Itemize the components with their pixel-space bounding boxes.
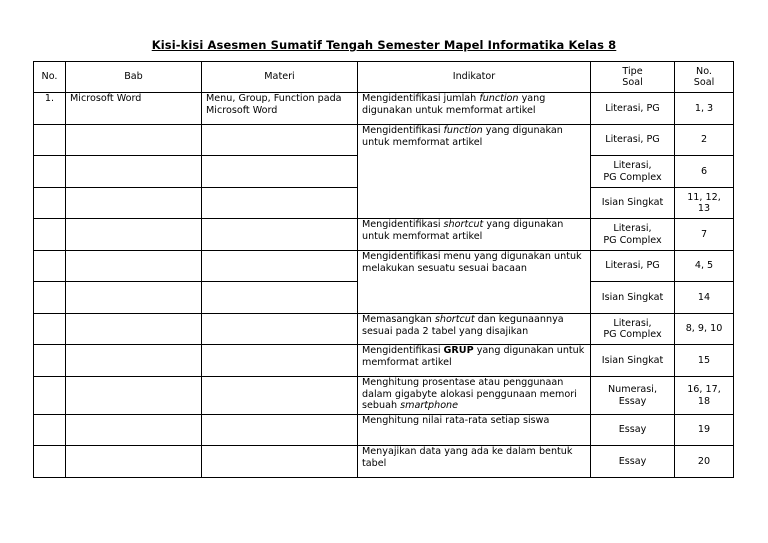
document-title: Kisi-kisi Asesmen Sumatif Tengah Semester Mapel Informatika Kelas 8	[151, 38, 617, 52]
cell-tipe-soal	[591, 377, 675, 415]
cell-no	[34, 415, 66, 446]
tipe-soal-line: PG Complex	[603, 234, 662, 246]
no-soal-line: 16, 17,	[687, 384, 721, 395]
cell-indikator	[358, 377, 591, 415]
tipe-soal-line: Essay	[618, 395, 647, 407]
cell-indikator	[358, 93, 591, 125]
tipe-soal-line: PG Complex	[603, 171, 662, 183]
cell-materi	[202, 282, 358, 314]
cell-no	[34, 251, 66, 282]
table-row	[34, 314, 734, 345]
cell-no	[34, 377, 66, 415]
cell-no	[34, 188, 66, 219]
cell-tipe-soal: Literasi, PG	[591, 125, 675, 156]
cell-bab	[66, 314, 202, 345]
cell-no-soal	[675, 377, 734, 415]
cell-no	[34, 125, 66, 156]
cell-no-soal: 14	[675, 282, 734, 314]
indikator-text: Mengidentifikasi jumlah	[362, 93, 480, 104]
cell-no-soal	[675, 188, 734, 219]
tipe-soal-line: Literasi,	[613, 160, 652, 171]
cell-indikator	[358, 314, 591, 345]
cell-tipe-soal: Essay	[591, 446, 675, 478]
indikator-text: yang digunakan untuk memformat artikel	[362, 219, 564, 242]
cell-materi	[202, 251, 358, 282]
cell-tipe-soal: Isian Singkat	[591, 282, 675, 314]
header-bab: Bab	[66, 62, 202, 93]
cell-no-soal: 19	[675, 415, 734, 446]
tipe-soal-line: PG Complex	[603, 329, 662, 340]
cell-bab	[66, 282, 202, 314]
kisi-kisi-table	[33, 61, 734, 478]
indikator-emphasis: GRUP	[443, 345, 474, 356]
cell-no-soal: 1, 3	[675, 93, 734, 125]
cell-no	[34, 345, 66, 377]
cell-no-soal: 6	[675, 156, 734, 188]
no-soal-line: 11, 12,	[687, 191, 721, 203]
cell-no	[34, 446, 66, 478]
cell-tipe-soal: Literasi, PG	[591, 93, 675, 125]
tipe-soal-line: Literasi,	[613, 223, 652, 234]
indikator-text: yang digunakan untuk memformat artikel	[362, 345, 585, 368]
cell-bab	[66, 156, 202, 188]
cell-indikator	[358, 345, 591, 377]
cell-materi: Menu, Group, Function pada Microsoft Word	[202, 93, 358, 125]
cell-tipe-soal: Literasi, PG	[591, 251, 675, 282]
cell-tipe-soal: Isian Singkat	[591, 345, 675, 377]
indikator-emphasis: function	[443, 125, 483, 136]
indikator-text: yang digunakan untuk memformat artikel	[362, 125, 563, 148]
cell-no	[34, 156, 66, 188]
indikator-text: Mengidentifikasi	[362, 125, 444, 136]
cell-materi	[202, 188, 358, 219]
cell-materi	[202, 156, 358, 188]
indikator-emphasis: shortcut	[443, 219, 484, 230]
header-no-soal-line: No.	[696, 65, 712, 77]
cell-no	[34, 219, 66, 251]
header-tipe-soal-line: Soal	[622, 77, 643, 88]
indikator-text: dan kegunaannya sesuai pada 2 tabel yang disajikan	[362, 314, 564, 337]
header-no-soal-line: Soal	[693, 77, 715, 88]
cell-bab	[66, 125, 202, 156]
header-tipe-soal	[591, 62, 675, 93]
table-row	[34, 345, 734, 377]
cell-bab	[66, 446, 202, 478]
cell-bab	[66, 345, 202, 377]
cell-bab	[66, 188, 202, 219]
header-tipe-soal-line: Tipe	[622, 65, 643, 77]
cell-no	[34, 314, 66, 345]
cell-bab	[66, 415, 202, 446]
cell-materi	[202, 377, 358, 415]
header-no-soal	[675, 62, 734, 93]
tipe-soal-line: Literasi,	[613, 317, 652, 329]
table-row	[34, 219, 734, 251]
indikator-text: yang digunakan untuk memformat artikel	[362, 93, 546, 116]
cell-indikator: Menyajikan data yang ada ke dalam bentuk tabel	[358, 446, 591, 478]
cell-no-soal: 20	[675, 446, 734, 478]
cell-no-soal: 15	[675, 345, 734, 377]
cell-materi	[202, 125, 358, 156]
indikator-text: Mengidentifikasi	[362, 345, 444, 356]
cell-materi	[202, 415, 358, 446]
table-header-row	[34, 62, 734, 93]
cell-no: 1.	[34, 93, 66, 125]
table-row	[34, 251, 734, 282]
header-indikator: Indikator	[358, 62, 591, 93]
cell-materi	[202, 446, 358, 478]
table-row	[34, 446, 734, 478]
indikator-emphasis: shortcut	[434, 314, 475, 325]
cell-tipe-soal	[591, 156, 675, 188]
header-materi: Materi	[202, 62, 358, 93]
no-soal-line: 18	[697, 395, 711, 407]
cell-bab	[66, 219, 202, 251]
cell-no	[34, 282, 66, 314]
cell-materi	[202, 345, 358, 377]
cell-indikator	[358, 125, 591, 219]
indikator-text: Mengidentifikasi	[362, 219, 444, 230]
cell-tipe-soal	[591, 314, 675, 345]
cell-tipe-soal	[591, 219, 675, 251]
cell-no-soal: 8, 9, 10	[675, 314, 734, 345]
indikator-emphasis: function	[479, 93, 519, 104]
cell-no-soal: 2	[675, 125, 734, 156]
cell-indikator	[358, 219, 591, 251]
cell-tipe-soal: Isian Singkat	[591, 188, 675, 219]
cell-indikator: Mengidentifikasi menu yang digunakan untuk melakukan sesuatu sesuai bacaan	[358, 251, 591, 314]
indikator-emphasis: smartphone	[400, 400, 459, 411]
cell-materi	[202, 219, 358, 251]
cell-no-soal: 4, 5	[675, 251, 734, 282]
table-row	[34, 415, 734, 446]
cell-no-soal: 7	[675, 219, 734, 251]
indikator-text: Menghitung prosentase atau penggunaan dalam gigabyte alokasi penggunaan memori sebuah	[362, 377, 577, 411]
table-row	[34, 125, 734, 156]
table-row	[34, 93, 734, 125]
header-no: No.	[34, 62, 66, 93]
table-row	[34, 377, 734, 415]
cell-tipe-soal: Essay	[591, 415, 675, 446]
cell-bab	[66, 251, 202, 282]
cell-bab: Microsoft Word	[66, 93, 202, 125]
cell-materi	[202, 314, 358, 345]
cell-bab	[66, 377, 202, 415]
tipe-soal-line: Numerasi,	[607, 384, 658, 395]
no-soal-line: 13	[697, 203, 711, 214]
cell-indikator: Menghitung nilai rata-rata setiap siswa	[358, 415, 591, 446]
indikator-text: Memasangkan	[362, 314, 435, 325]
